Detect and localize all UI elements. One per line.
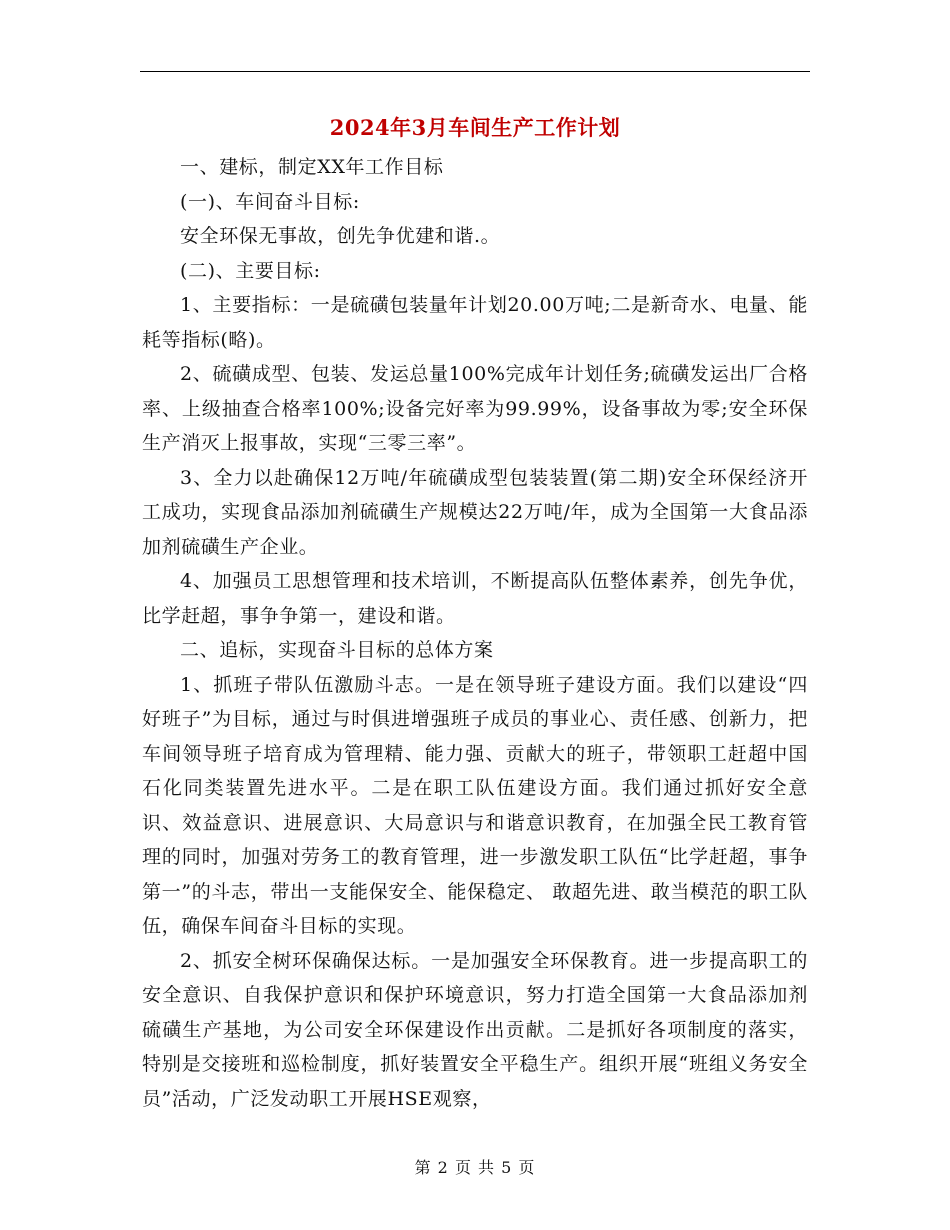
- paragraph-target-4: 4、加强员工思想管理和技术培训，不断提高队伍整体素养，创先争优，比学赶超，事争争第一，建设和谐。: [142, 570, 808, 627]
- section-heading-1: 一、建标，制定XX年工作目标: [180, 156, 444, 178]
- paragraph-plan-1: 1、抓班子带队伍激励斗志。一是在领导班子建设方面。我们以建设“四好班子”为目标，通过与时俱进增强班子成员的事业心、责任感、创新力，把车间领导班子培育成为管理精、能力强、贡献大的班子，带领职工赶超中国石化同类装置先进水平。二是在职工队伍建设方面。我们通过抓好安全意识、效益意识、进展意识、大局意识与和谐意识教育，在加强全民工教育管理的同时，加强对劳务工的教育管理，进一步激发职工队伍“比学赶超，事争第一”的斗志，带出一支能保安全、能保稳定、 敢超先进、敢当模范的职工队伍，确保车间奋斗目标的实现。: [142, 673, 808, 937]
- document-title: 2024年3月车间生产工作计划: [329, 115, 621, 140]
- header-rule: [140, 71, 810, 72]
- paragraph-target-2: 2、硫磺成型、包装、发运总量100%完成年计划任务;硫磺发运出厂合格率、上级抽查合格率100%;设备完好率为99.99%，设备事故为零;安全环保生产消灭上报事故，实现“三零三率”。: [142, 363, 808, 454]
- paragraph-plan-2: 2、抓安全树环保确保达标。一是加强安全环保教育。进一步提高职工的安全意识、自我保护意识和保护环境意识，努力打造全国第一大食品添加剂硫磺生产基地，为公司安全环保建设作出贡献。二是抓好各项制度的落实，特别是交接班和巡检制度，抓好装置安全平稳生产。组织开展“班组义务安全员”活动，广泛发动职工开展HSE观察，: [142, 949, 808, 1110]
- paragraph-target-1: 1、主要指标：一是硫磺包装量年计划20.00万吨;二是新奇水、电量、能耗等指标(略)。: [142, 294, 808, 351]
- document-body: [142, 150, 808, 1116]
- subsection-heading-1: (一)、车间奋斗目标:: [180, 190, 360, 213]
- section-heading-2: 二、追标，实现奋斗目标的总体方案: [180, 639, 494, 661]
- paragraph-target-3: 3、全力以赴确保12万吨/年硫磺成型包装装置(第二期)安全环保经济开工成功，实现食品添加剂硫磺生产规模达22万吨/年，成为全国第一大食品添加剂硫磺生产企业。: [142, 466, 808, 558]
- subsection-heading-2: (二)、主要目标:: [180, 259, 321, 282]
- page-number: 第 2 页 共 5 页: [414, 1158, 536, 1177]
- paragraph-goal-statement: 安全环保无事故，创先争优建和谐.。: [180, 225, 501, 247]
